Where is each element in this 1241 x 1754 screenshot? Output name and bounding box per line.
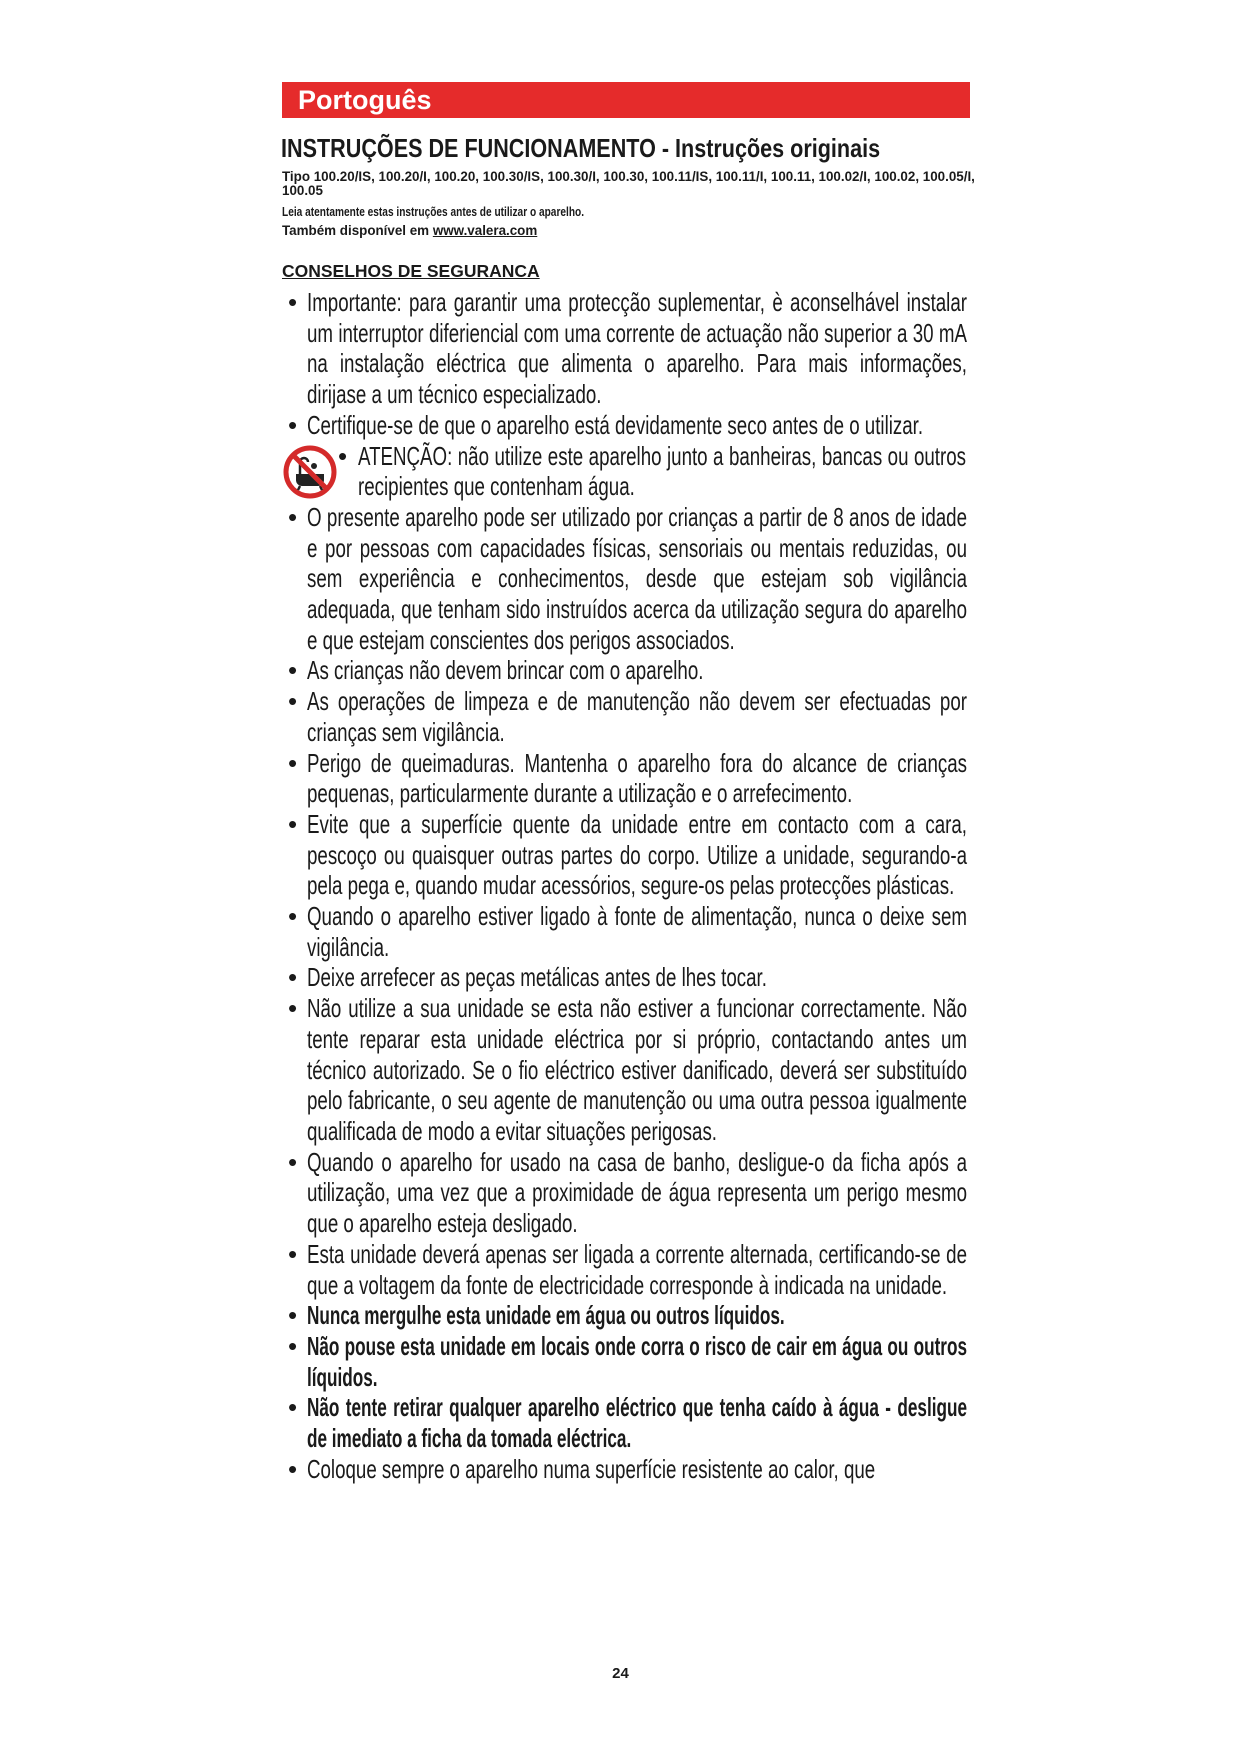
list-item bbox=[0, 686, 1241, 747]
bullet-marker: • bbox=[288, 962, 298, 993]
list-item bbox=[0, 809, 1241, 901]
bullet-marker: • bbox=[288, 1146, 298, 1177]
list-item bbox=[0, 1300, 1241, 1331]
list-item-text: Nunca mergulhe esta unidade em água ou outros líquidos. bbox=[307, 1300, 785, 1331]
available-prefix: Também disponível em bbox=[282, 223, 430, 238]
list-item bbox=[0, 901, 1241, 962]
list-item-text: As operações de limpeza e de manutenção não devem ser efectuadas por crianças sem vigilância. bbox=[307, 686, 967, 747]
list-item-text: Quando o aparelho for usado na casa de banho, desligue-o da ficha após a utilização, uma vez que a proximidade de água representa um perigo mesmo que o aparelho esteja desligado. bbox=[307, 1146, 967, 1239]
list-item bbox=[0, 502, 1241, 656]
bullet-marker: • bbox=[288, 808, 298, 839]
list-item-text: Esta unidade deverá apenas ser ligada a corrente alternada, certificando-se de que a voltagem da fonte de electricidade corresponde à indicada na unidade. bbox=[307, 1238, 967, 1300]
list-item bbox=[0, 1239, 1241, 1300]
bullet-marker: • bbox=[288, 655, 298, 686]
list-item bbox=[0, 287, 1241, 410]
bullet-marker: • bbox=[288, 1330, 298, 1361]
list-item bbox=[0, 962, 1241, 993]
bullet-marker: • bbox=[288, 1392, 298, 1423]
list-item bbox=[0, 1331, 1241, 1392]
list-item-text: Não utilize a sua unidade se esta não estiver a funcionar correctamente. Não tente reparar esta unidade eléctrica por si próprio, contactando antes um técnico autorizado. Se o fio eléctrico estiver danificado, deverá ser substituído pelo fabricante, o seu agente de manutenção ou uma outra pessoa igualmente qualificada de modo a evitar situações perigosas. bbox=[307, 993, 967, 1146]
bullet-marker: • bbox=[288, 287, 298, 317]
list-item-text: Certifique-se de que o aparelho está devidamente seco antes de o utilizar. bbox=[307, 409, 924, 440]
list-item-text: As crianças não devem brincar com o aparelho. bbox=[307, 655, 704, 686]
online-availability bbox=[282, 223, 537, 238]
list-item-text: Importante: para garantir uma protecção suplementar, è aconselhável instalar um interruptor diferiencial com uma corrente de actuação não superior a 30 mA na instalação eléctrica que alimenta o aparelho. Para mais informações, dirijase a um técnico especializado. bbox=[307, 287, 967, 410]
bullet-marker: • bbox=[288, 747, 298, 778]
bullet-marker: • bbox=[288, 1300, 298, 1331]
list-item bbox=[0, 993, 1241, 1147]
list-item bbox=[0, 1454, 1241, 1485]
list-item-text: ATENÇÃO: não utilize este aparelho junto a banheiras, bancas ou outros recipientes que contenham água. bbox=[358, 440, 966, 502]
bullet-marker: • bbox=[288, 1238, 298, 1269]
bullet-marker: • bbox=[288, 993, 298, 1024]
page-number: 24 bbox=[612, 1665, 629, 1682]
safety-bullet-list bbox=[0, 287, 1241, 1484]
list-item-text: Não tente retirar qualquer aparelho eléctrico que tenha caído à água - desligue de imediato a ficha da tomada eléctrica. bbox=[307, 1392, 967, 1454]
list-item bbox=[0, 441, 1241, 502]
list-item-text: Deixe arrefecer as peças metálicas antes de lhes tocar. bbox=[307, 962, 767, 993]
safety-section-heading: CONSELHOS DE SEGURANCA bbox=[282, 261, 540, 281]
list-item bbox=[0, 748, 1241, 809]
model-list: Tipo 100.20/IS, 100.20/I, 100.20, 100.30/IS, 100.30/I, 100.30, 100.11/IS, 100.11/I, 100.11, 100.02/I, 100.02, 100.05/I, 100.05 bbox=[282, 169, 975, 198]
list-item-text: Não pouse esta unidade em locais onde corra o risco de cair em água ou outros líquidos. bbox=[307, 1330, 967, 1392]
document-title: INSTRUÇÕES DE FUNCIONAMENTO - Instruções originais bbox=[281, 133, 881, 163]
list-item bbox=[0, 655, 1241, 686]
language-label: Portoguês bbox=[298, 85, 432, 115]
list-item-text: Evite que a superfície quente da unidade entre em contacto com a cara, pescoço ou quaisquer outras partes do corpo. Utilize a unidade, segurando-a pela pega e, quando mudar acessórios, segure-os pelas protecções plásticas. bbox=[307, 808, 967, 901]
list-item-text: Quando o aparelho estiver ligado à fonte de alimentação, nunca o deixe sem vigilância. bbox=[307, 901, 967, 962]
list-item-text: O presente aparelho pode ser utilizado por crianças a partir de 8 anos de idade e por pessoas com capacidades físicas, sensoriais ou mentais reduzidas, ou sem experiência e conhecimentos, desde que estejam sob vigilância adequada, que tenham sido instruídos acerca da utilização segura do aparelho e que estejam conscientes dos perigos associados. bbox=[307, 501, 967, 655]
list-item bbox=[0, 1147, 1241, 1239]
language-header-bar bbox=[282, 82, 970, 118]
bullet-marker: • bbox=[288, 1453, 298, 1484]
website-link[interactable]: www.valera.com bbox=[432, 223, 538, 238]
bullet-marker: • bbox=[288, 409, 298, 440]
read-notice: Leia atentamente estas instruções antes de utilizar o aparelho. bbox=[282, 204, 585, 219]
list-item bbox=[0, 410, 1241, 441]
bullet-marker: • bbox=[338, 440, 348, 471]
list-item bbox=[0, 1392, 1241, 1453]
bullet-marker: • bbox=[288, 501, 298, 532]
list-item-text: Perigo de queimaduras. Mantenha o aparelho fora do alcance de crianças pequenas, particularmente durante a utilização e o arrefecimento. bbox=[307, 747, 967, 809]
list-item-text: Coloque sempre o aparelho numa superfície resistente ao calor, que bbox=[307, 1453, 876, 1484]
bullet-marker: • bbox=[288, 686, 298, 717]
bullet-marker: • bbox=[288, 901, 298, 932]
